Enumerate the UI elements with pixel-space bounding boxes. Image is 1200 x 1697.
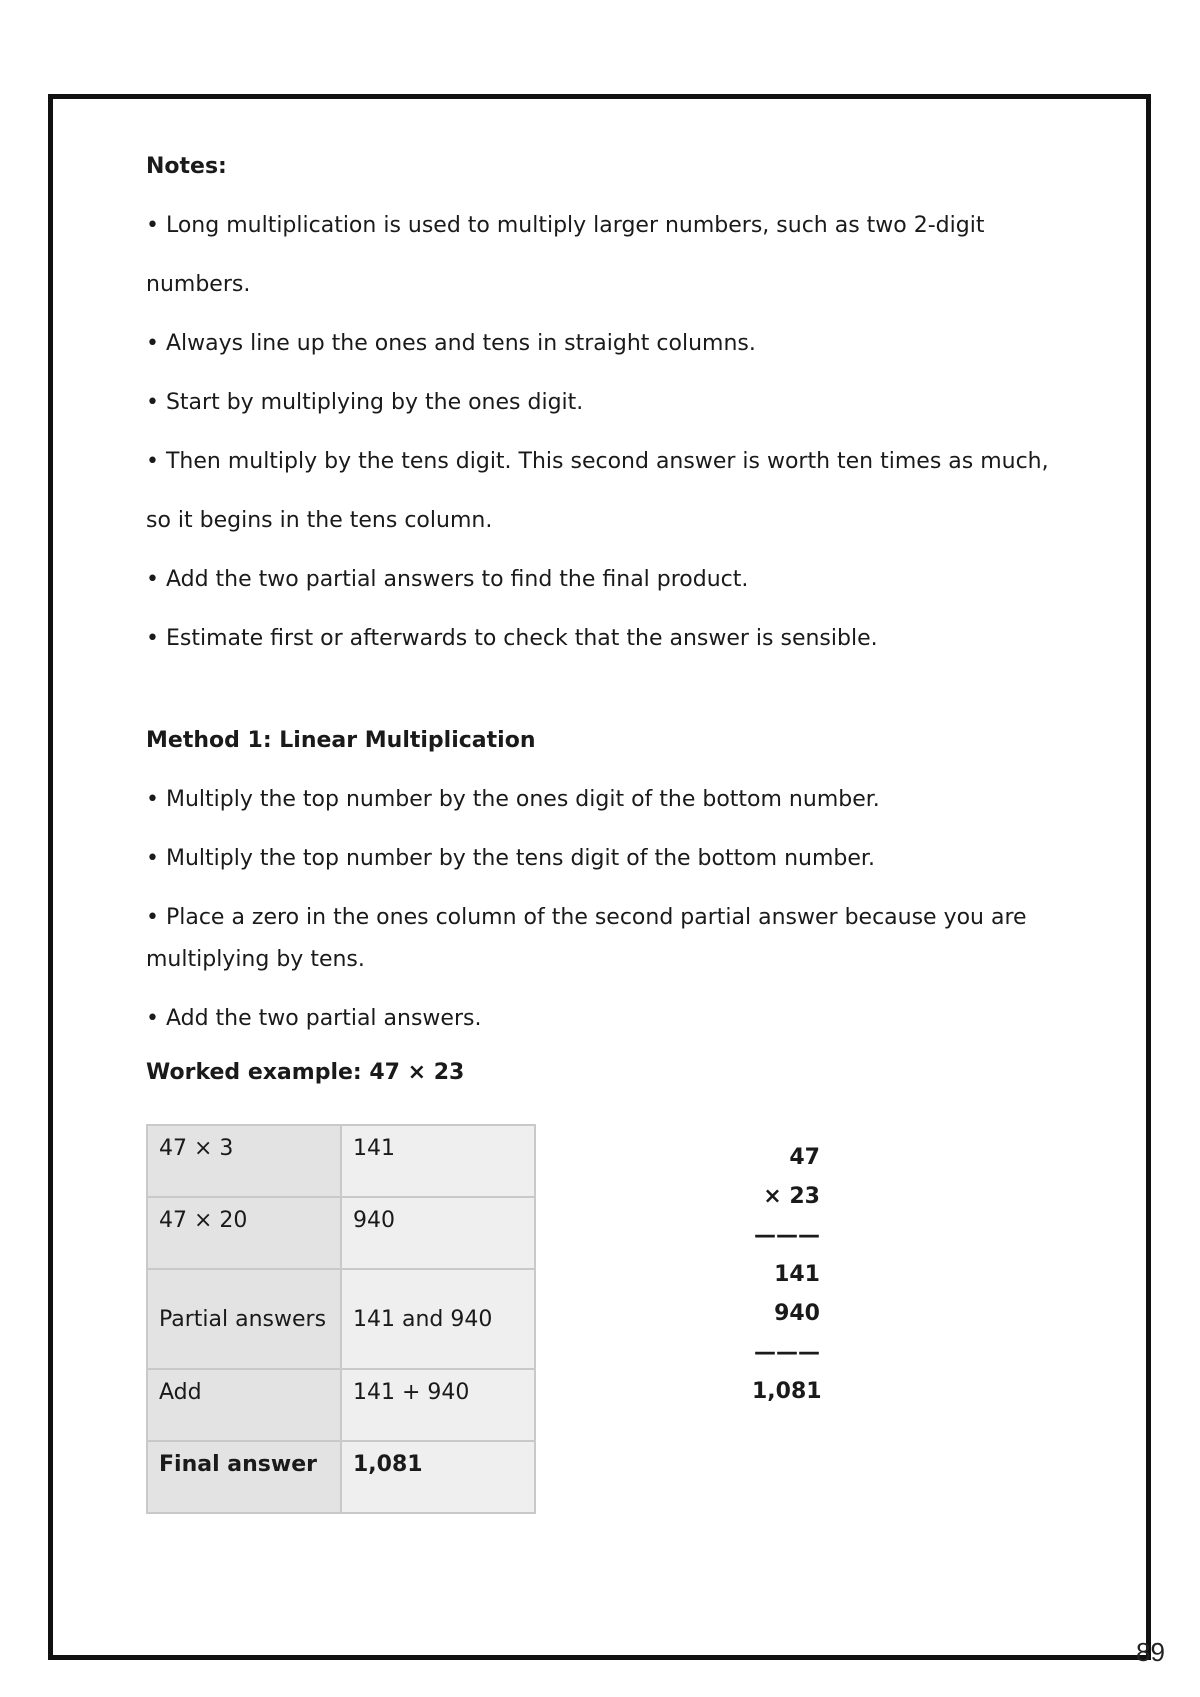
table-row xyxy=(147,1197,535,1269)
table-row xyxy=(147,1369,535,1441)
worked-example-table xyxy=(146,1124,536,1514)
note-item-continuation: numbers. xyxy=(146,272,251,297)
column-multiplication xyxy=(752,1138,820,1411)
table-cell-step: Final answer xyxy=(147,1441,341,1513)
method-steps xyxy=(146,783,1066,1036)
notes-list xyxy=(146,209,1066,656)
note-item: • Long multiplication is used to multiply larger numbers, such as two 2-digit xyxy=(146,213,985,238)
notes-heading: Notes: xyxy=(146,154,227,179)
calc-line-top-number: 47 xyxy=(789,1145,820,1170)
table-row-final xyxy=(147,1441,535,1513)
page-number: 89 xyxy=(1136,1637,1165,1667)
method-step: • Multiply the top number by the ones digit of the bottom number. xyxy=(146,787,880,812)
calc-line-partial-2: 940 xyxy=(774,1301,820,1326)
note-item: • Start by multiplying by the ones digit. xyxy=(146,390,584,415)
calc-line-partial-1: 141 xyxy=(774,1262,820,1287)
table-cell-result: 141 xyxy=(341,1125,535,1197)
table-cell-step: Add xyxy=(147,1369,341,1441)
table-cell-step: Partial answers xyxy=(147,1269,341,1369)
table-cell-result: 141 + 940 xyxy=(341,1369,535,1441)
note-item: • Estimate first or afterwards to check that the answer is sensible. xyxy=(146,626,878,651)
table-cell-step: 47 × 3 xyxy=(147,1125,341,1197)
method-step: • Add the two partial answers. xyxy=(146,1006,482,1031)
calc-line-rule: ——— xyxy=(754,1340,820,1365)
table-cell-result: 1,081 xyxy=(341,1441,535,1513)
method-step: • Place a zero in the ones column of the second partial answer because you are xyxy=(146,905,1027,930)
worked-example-title: Worked example: 47 × 23 xyxy=(146,1060,465,1085)
note-item: • Then multiply by the tens digit. This second answer is worth ten times as much, xyxy=(146,449,1049,474)
page-content xyxy=(146,150,1066,1112)
note-item: • Always line up the ones and tens in straight columns. xyxy=(146,331,756,356)
table-cell-step: 47 × 20 xyxy=(147,1197,341,1269)
table-cell-result: 141 and 940 xyxy=(341,1269,535,1369)
table-row xyxy=(147,1125,535,1197)
note-item-continuation: so it begins in the tens column. xyxy=(146,508,493,533)
method-step-continuation: multiplying by tens. xyxy=(146,947,365,972)
table-cell-result: 940 xyxy=(341,1197,535,1269)
method-step: • Multiply the top number by the tens digit of the bottom number. xyxy=(146,846,875,871)
calc-line-multiplier: × 23 xyxy=(763,1184,820,1209)
table-row xyxy=(147,1269,535,1369)
worked-example-table-wrap xyxy=(146,1124,536,1514)
method-heading: Method 1: Linear Multiplication xyxy=(146,728,536,753)
note-item: • Add the two partial answers to find the final product. xyxy=(146,567,749,592)
calc-line-total: 1,081 xyxy=(752,1379,822,1404)
calc-line-rule: ——— xyxy=(754,1223,820,1248)
